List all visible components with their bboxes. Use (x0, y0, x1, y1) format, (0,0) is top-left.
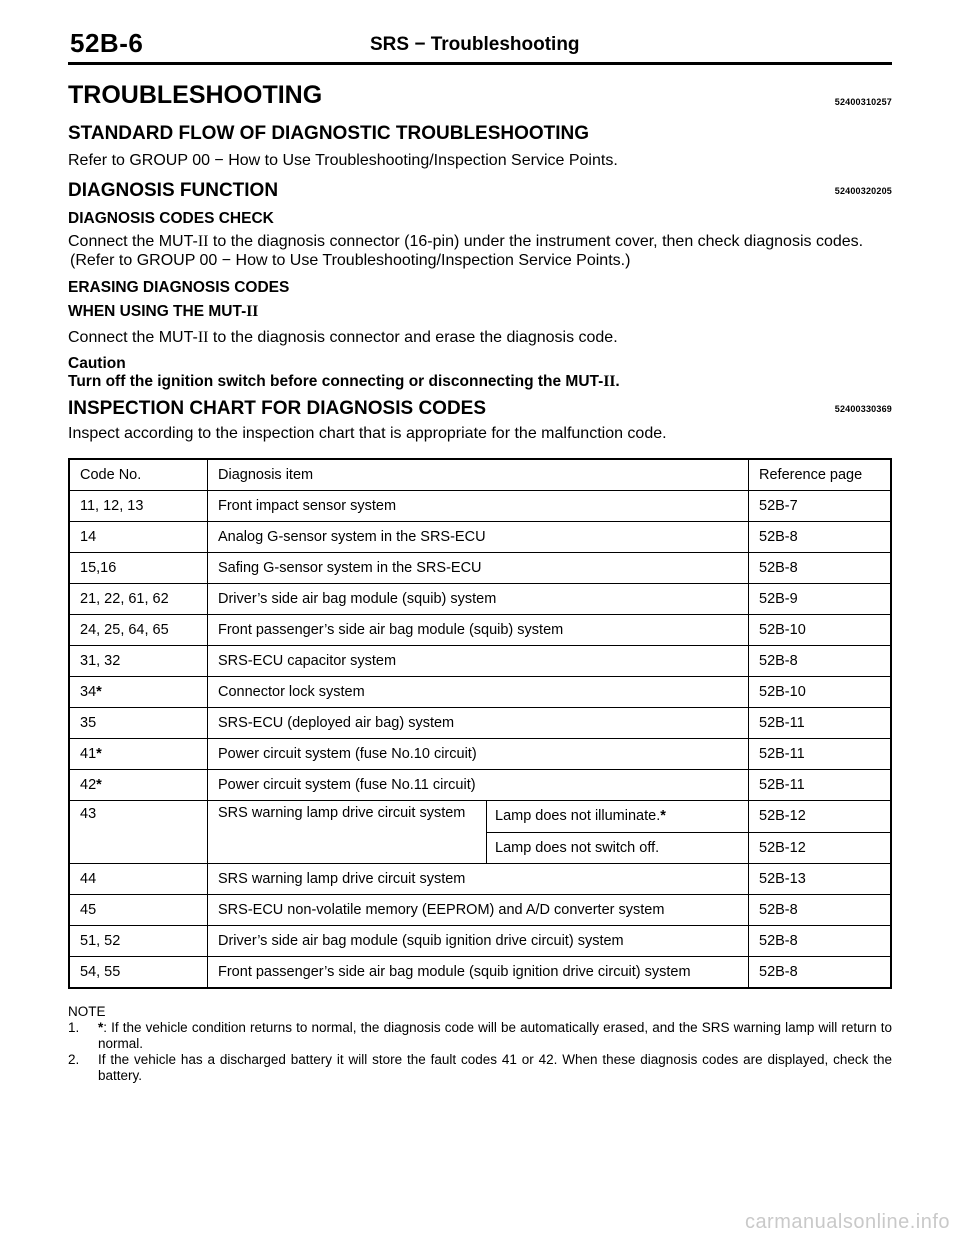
table-row (69, 491, 891, 522)
reference-page-cell (749, 677, 892, 708)
reference-page-cell (749, 770, 892, 801)
asterisk-mark: * (96, 684, 102, 700)
manual-page (68, 0, 892, 1084)
codes-check-text-b: to the diagnosis connector (16-pin) under the instrument cover, then check diagnosis codes. (208, 233, 864, 250)
table-row (69, 926, 891, 957)
diagnosis-item-cell (208, 926, 749, 957)
caution-period: . (615, 373, 620, 390)
table-row (69, 584, 891, 615)
code-cell (69, 926, 208, 957)
code-cell (69, 739, 208, 770)
standard-flow-text: Refer to GROUP 00 − How to Use Troubleshooting/Inspection Service Points. (68, 152, 618, 169)
note-number: 1. (68, 1020, 80, 1035)
table-row (69, 770, 891, 801)
code-cell-text: 34 (80, 684, 97, 700)
reference-page-cell (749, 739, 892, 770)
code-cell (69, 957, 208, 989)
code-cell-text: 21, 22, 61, 62 (80, 591, 169, 607)
diagnosis-item-cell (208, 646, 749, 677)
codes-check-ref: (Refer to GROUP 00 − How to Use Troubleshooting/Inspection Service Points.) (70, 252, 631, 269)
split-item-text: SRS warning lamp drive circuit system (218, 805, 466, 821)
note-number: 2. (68, 1052, 80, 1067)
code-cell-text: 31, 32 (80, 653, 121, 669)
inspection-chart-heading (68, 398, 892, 420)
inspection-chart-title: INSPECTION CHART FOR DIAGNOSIS CODES (68, 398, 487, 419)
note-block (68, 1004, 892, 1084)
diagnosis-item-cell (208, 770, 749, 801)
standard-flow-heading: STANDARD FLOW OF DIAGNOSTIC TROUBLESHOOTING (68, 123, 590, 144)
diagnosis-item-cell-text: Driver’s side air bag module (squib ignition drive circuit) system (218, 933, 624, 949)
erase-text-a: Connect the MUT- (68, 329, 198, 346)
code-cell-text: 14 (80, 529, 97, 545)
diagnosis-item-cell (208, 491, 749, 522)
reference-page-cell (749, 864, 892, 895)
code-cell: 43 (69, 801, 208, 864)
diagnosis-item-cell (208, 708, 749, 739)
roman-numeral: II (603, 373, 616, 390)
caution-label: Caution (68, 355, 126, 372)
header-reference-page: Reference page (749, 459, 892, 491)
roman-numeral: II (197, 329, 209, 346)
caution-text (68, 373, 892, 391)
code-cell (69, 770, 208, 801)
reference-page-cell-text: 52B-8 (759, 933, 798, 949)
code-cell (69, 584, 208, 615)
code-cell-text: 41 (80, 746, 97, 762)
reference-page-cell (749, 926, 892, 957)
code-cell (69, 864, 208, 895)
reference-page-cell-text: 52B-10 (759, 622, 806, 638)
asterisk-mark: * (96, 746, 102, 762)
roman-numeral: II (246, 303, 259, 320)
diagnosis-item-cell (208, 895, 749, 926)
reference-page-cell-text: 52B-11 (759, 777, 805, 793)
diagnosis-item-cell (208, 615, 749, 646)
diagnosis-item-cell-text: Front passenger’s side air bag module (squib ignition drive circuit) system (218, 964, 691, 980)
erasing-heading: ERASING DIAGNOSIS CODES (68, 279, 290, 296)
table-row (69, 615, 891, 646)
inspection-chart-intro: Inspect according to the inspection chart that is appropriate for the malfunction code. (68, 425, 667, 442)
table-row (69, 739, 891, 770)
code-cell (69, 522, 208, 553)
table-row (69, 646, 891, 677)
asterisk-mark: * (98, 1020, 104, 1035)
header-code-no: Code No. (69, 459, 208, 491)
table-row (69, 522, 891, 553)
table-row (69, 864, 891, 895)
code-cell-text: 11, 12, 13 (80, 498, 144, 514)
diagnosis-item-cell (208, 584, 749, 615)
page-number: 52B-6 (70, 28, 144, 58)
note-item-1 (68, 1020, 892, 1052)
section-title: TROUBLESHOOTING (68, 81, 323, 109)
reference-page-cell-text: 52B-7 (759, 498, 798, 514)
code-cell (69, 895, 208, 926)
asterisk-mark: * (660, 808, 666, 825)
sub-item-illuminate (487, 801, 748, 832)
erase-text (68, 328, 892, 347)
diagnosis-item-cell-text: Driver’s side air bag module (squib) system (218, 591, 497, 607)
reference-page-split-cell (749, 801, 892, 864)
reference-page-cell (749, 522, 892, 553)
code-cell-text: 54, 55 (80, 964, 121, 980)
diagnosis-item-cell (208, 864, 749, 895)
code-cell (69, 677, 208, 708)
reference-page-cell-text: 52B-8 (759, 560, 798, 576)
note-text-body: : If the vehicle condition returns to normal, the diagnosis code will be automatically erased, and the SRS warning lamp will return to normal. (98, 1020, 892, 1051)
diagnosis-item-cell-text: SRS warning lamp drive circuit system (218, 871, 466, 887)
page-header-title: SRS − Troubleshooting (370, 34, 580, 55)
diagnosis-item-cell (208, 677, 749, 708)
diagnosis-function-heading (68, 180, 892, 202)
header-diagnosis-item: Diagnosis item (208, 459, 749, 491)
diagnosis-item-cell-text: Power circuit system (fuse No.10 circuit) (218, 746, 477, 762)
diagnosis-item-cell-text: SRS-ECU capacitor system (218, 653, 397, 669)
reference-page-cell-text: 52B-13 (759, 871, 806, 887)
when-using-text: WHEN USING THE MUT- (68, 303, 247, 320)
watermark: carmanualsonline.info (744, 1211, 950, 1233)
diagnosis-item-split-cell (208, 801, 749, 864)
codes-check-text (68, 232, 892, 251)
diagnosis-item-cell-text: SRS-ECU non-volatile memory (EEPROM) and A/D converter system (218, 902, 665, 918)
reference-page-sub2: 52B-12 (749, 832, 890, 864)
section-code: 52400310257 (834, 97, 892, 107)
diagnosis-item-cell (208, 553, 749, 584)
reference-page-cell (749, 584, 892, 615)
codes-check-text-a: Connect the MUT- (68, 233, 198, 250)
diagnosis-item-cell-text: Front impact sensor system (218, 498, 397, 514)
diagnosis-item-cell-text: Safing G-sensor system in the SRS-ECU (218, 560, 482, 576)
sub-item-text: Lamp does not illuminate. (495, 808, 661, 825)
code-cell (69, 708, 208, 739)
reference-page-cell (749, 895, 892, 926)
reference-page-cell-text: 52B-10 (759, 684, 806, 700)
code-cell-text: 35 (80, 715, 97, 731)
reference-page-cell-text: 52B-8 (759, 529, 798, 545)
caution-text-main: Turn off the ignition switch before connecting or disconnecting the MUT- (68, 373, 604, 390)
reference-page-sub1: 52B-12 (759, 808, 806, 825)
reference-page-cell (749, 646, 892, 677)
code-cell-text: 24, 25, 64, 65 (80, 622, 169, 638)
code-cell (69, 491, 208, 522)
diagnosis-item-cell (208, 739, 749, 770)
table-row (69, 957, 891, 989)
reference-page-cell (749, 615, 892, 646)
reference-page-cell-text: 52B-8 (759, 902, 798, 918)
diagnosis-item-cell-text: Power circuit system (fuse No.11 circuit) (218, 777, 476, 793)
code-cell-text: 15,16 (80, 560, 117, 576)
reference-page-cell (749, 708, 892, 739)
note-item-2 (68, 1052, 892, 1084)
reference-page-cell-text: 52B-8 (759, 653, 798, 669)
diagnosis-function-code: 52400320205 (834, 186, 892, 196)
code-cell-text: 45 (80, 902, 97, 918)
erase-text-b: to the diagnosis connector and erase the diagnosis code. (208, 329, 618, 346)
roman-numeral: II (197, 233, 209, 250)
table-row (69, 895, 891, 926)
note-label: NOTE (68, 1004, 106, 1019)
reference-page-cell-text: 52B-11 (759, 746, 805, 762)
reference-page-cell-text: 52B-8 (759, 964, 798, 980)
code-cell-text: 51, 52 (80, 933, 121, 949)
reference-page-cell (749, 553, 892, 584)
inspection-chart-code: 52400330369 (834, 404, 892, 414)
table-row (69, 708, 891, 739)
table-header-row (69, 459, 891, 491)
note-text (98, 1020, 892, 1052)
code-cell (69, 615, 208, 646)
diagnosis-item-cell (208, 957, 749, 989)
code-cell-text: 42 (80, 777, 97, 793)
note-text: If the vehicle has a discharged battery it will store the fault codes 41 or 42. When these diagnosis codes are displayed, check the battery. (98, 1052, 892, 1083)
split-subitems (486, 801, 748, 863)
reference-page-cell-text: 52B-9 (759, 591, 798, 607)
diagnosis-item-cell (208, 522, 749, 553)
diagnosis-item-cell-text: SRS-ECU (deployed air bag) system (218, 715, 455, 731)
table-row (69, 553, 891, 584)
reference-page-cell (749, 491, 892, 522)
page-header (68, 0, 892, 65)
codes-check-heading: DIAGNOSIS CODES CHECK (68, 210, 274, 227)
diagnosis-codes-table (68, 458, 892, 989)
table-row (69, 677, 891, 708)
diagnosis-item-cell-text: Analog G-sensor system in the SRS-ECU (218, 529, 486, 545)
code-cell (69, 553, 208, 584)
diagnosis-function-title: DIAGNOSIS FUNCTION (68, 180, 279, 201)
reference-page-cell (749, 957, 892, 989)
section-heading (68, 81, 892, 113)
code-cell-text: 44 (80, 871, 97, 887)
asterisk-mark: * (96, 777, 102, 793)
code-cell (69, 646, 208, 677)
diagnosis-item-cell-text: Front passenger’s side air bag module (squib) system (218, 622, 564, 638)
reference-page-cell-text: 52B-11 (759, 715, 805, 731)
sub-item-switch-off: Lamp does not switch off. (487, 832, 748, 864)
table-row-split (69, 801, 891, 864)
diagnosis-item-cell-text: Connector lock system (218, 684, 365, 700)
when-using-heading (68, 303, 892, 321)
